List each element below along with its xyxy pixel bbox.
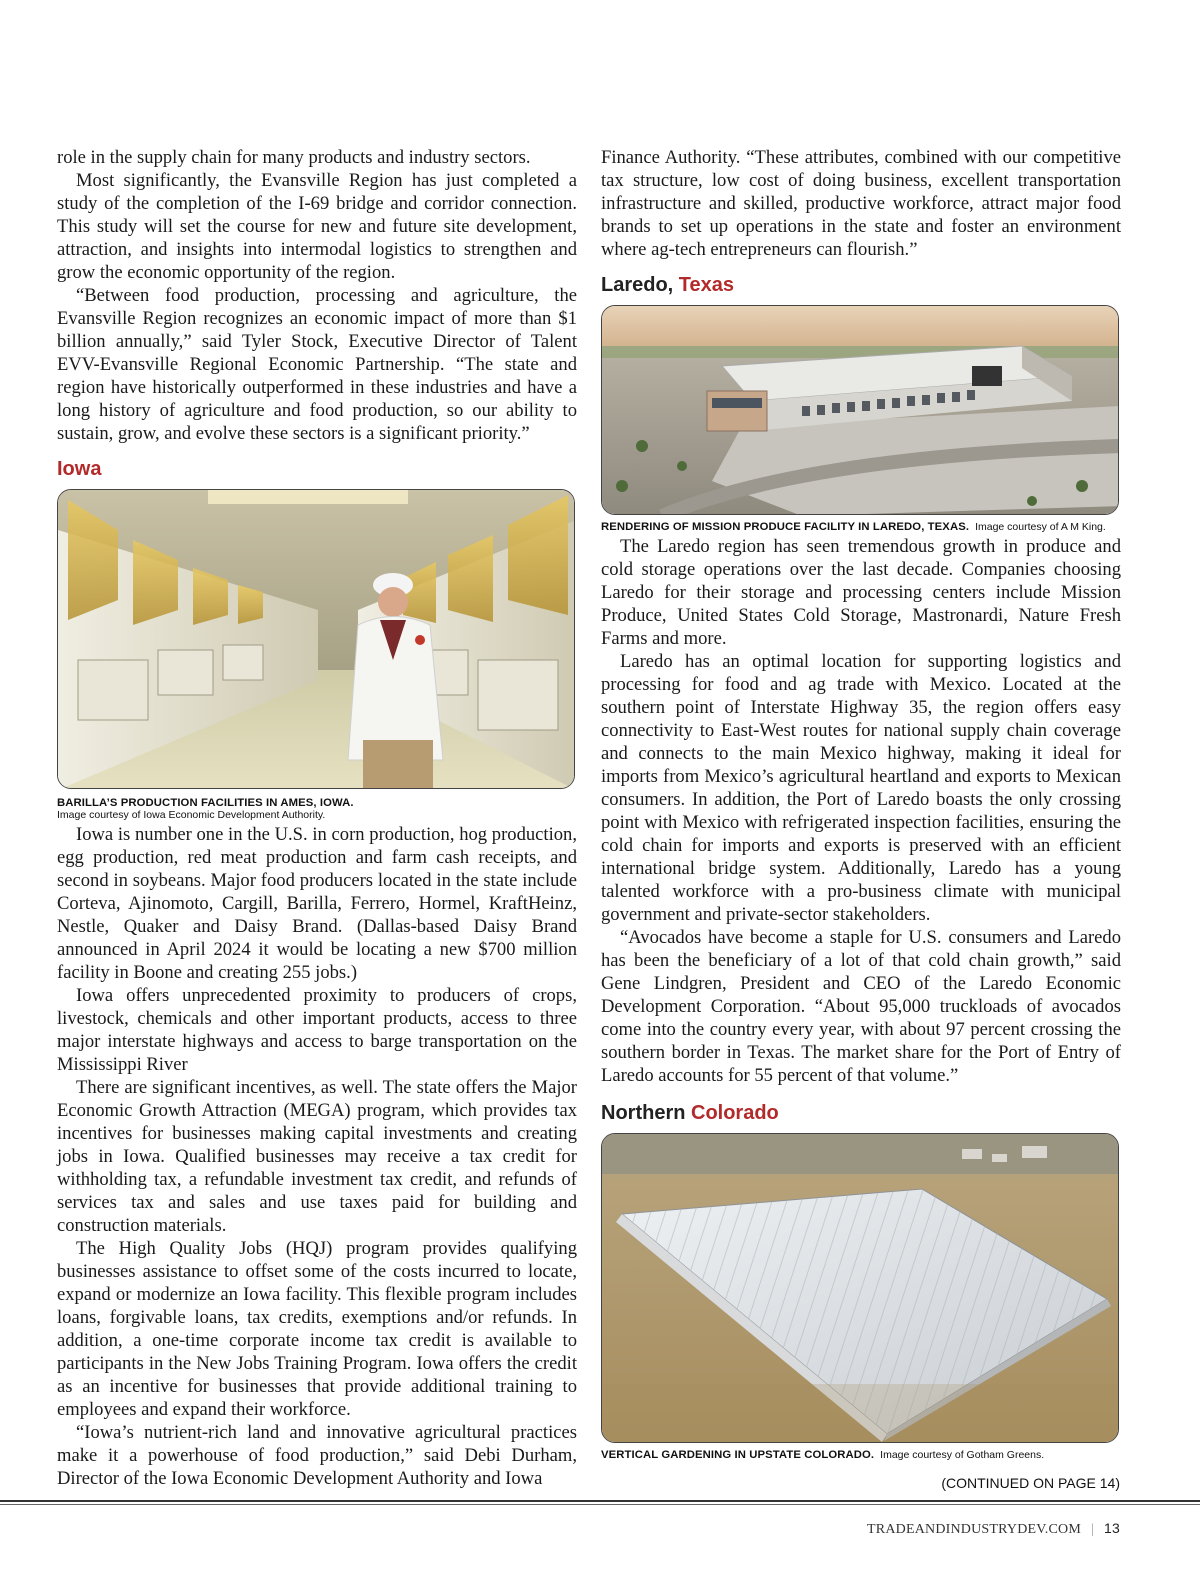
heading-state: Texas	[678, 274, 735, 296]
paragraph: role in the supply chain for many products and industry sectors.	[57, 147, 531, 168]
paragraph: Finance Authority. “These attributes, combined with our competitive tax structure, low cost of doing business, excellent transportation infrastructure and skilled, productive workforce, attract major food brands to set up operations in the state and foster an environment where ag-tech entrepreneurs can flourish.”	[601, 147, 1121, 260]
continued-notice: (CONTINUED ON PAGE 14)	[941, 1475, 1120, 1491]
paragraph: “Iowa’s nutrient-rich land and innovative agricultural practices make it a powerhouse of food production,” said Debi Durham, Director of the Iowa Economic Development Authority and Iowa	[57, 1422, 577, 1489]
footer-site: TRADEANDINDUSTRYDEV.COM	[867, 1522, 1081, 1537]
iowa-photo-caption	[57, 797, 577, 821]
footer-rule-thin	[0, 1504, 1200, 1505]
colorado-photo-caption	[601, 1449, 1121, 1461]
footer-separator: |	[1091, 1522, 1095, 1537]
paragraph: There are significant incentives, as well. The state offers the Major Economic Growth Attraction (MEGA) program, which provides tax incentives for businesses making capital investments and creating jobs in Iowa. Qualified businesses may receive a tax credit for withholding tax, a refundable investment tax credit, and refunds of services tax and sales and use taxes paid for building and construction materials.	[57, 1077, 577, 1236]
paragraph: The High Quality Jobs (HQJ) program provides qualifying businesses assistance to offset some of the costs incurred to locate, expand or modernize an Iowa facility. This flexible program includes loans, forgivable loans, tax credits, exemptions and/or refunds. In addition, a one-time corporate income tax credit is available to participants in the New Jobs Training Program. Iowa offers the credit as an incentive for businesses that provide additional training to employees and expand their workforce.	[57, 1238, 577, 1420]
heading-region: Northern	[601, 1102, 691, 1124]
greenhouse-aerial-photo	[601, 1133, 1119, 1443]
footer-rule	[0, 1500, 1200, 1502]
caption-title: BARILLA’S PRODUCTION FACILITIES IN AMES, IOWA.	[57, 797, 354, 809]
section-heading-laredo	[601, 273, 1121, 297]
paragraph: Iowa offers unprecedented proximity to producers of crops, livestock, chemicals and other important products, access to three major interstate highways and access to barge transportation on the Mississippi River	[57, 985, 577, 1075]
caption-title: VERTICAL GARDENING IN UPSTATE COLORADO.	[601, 1449, 875, 1461]
caption-title: RENDERING OF MISSION PRODUCE FACILITY IN LAREDO, TEXAS.	[601, 521, 970, 533]
paragraph: “Avocados have become a staple for U.S. consumers and Laredo has been the beneficiary of a lot of that cold chain growth,” said Gene Lindgren, President and CEO of the Laredo Economic Development Corporation. “About 95,000 truckloads of avocados come into the country every year, with about 97 percent crossing the southern border in Texas. The market share for the Port of Entry of Laredo accounts for 55 percent of that volume.”	[601, 927, 1121, 1086]
section-heading-colorado	[601, 1101, 1121, 1125]
right-column	[601, 146, 1121, 1461]
caption-credit: Image courtesy of Iowa Economic Development Authority.	[57, 809, 326, 821]
mission-produce-facility-photo	[601, 305, 1119, 515]
paragraph: Laredo has an optimal location for supporting logistics and processing for food and ag trade with Mexico. Located at the southern point of Interstate Highway 35, the region offers easy connectivity to East-West routes for national supply chain coverage and connects to the main Mexico highway, making it ideal for imports from Mexico’s agricultural heartland and exports to Mexican consumers. In addition, the Port of Laredo boasts the only crossing point with Mexico with refrigerated inspection facilities, ensuring the cold chain for imports and exports is preserved with an efficient international bridge system. Additionally, Laredo has a young talented workforce with a pro-business climate with municipal government and private-sector stakeholders.	[601, 651, 1121, 925]
laredo-photo-caption	[601, 521, 1121, 533]
left-column	[57, 146, 577, 1490]
paragraph: Iowa is number one in the U.S. in corn production, hog production, egg production, red meat production and farm cash receipts, and second in soybeans. Major food producers located in the state include Corteva, Ajinomoto, Cargill, Barilla, Ferrero, Hormel, KraftHeinz, Nestle, Quaker and Daisy Brand. (Dallas-based Daisy Brand announced in April 2024 it would be locating a new $700 million facility in Boone and creating 255 jobs.)	[57, 824, 577, 983]
page-footer	[867, 1520, 1120, 1538]
heading-city: Laredo,	[601, 274, 679, 296]
section-heading-iowa: Iowa	[57, 458, 102, 480]
paragraph: Most significantly, the Evansville Region has just completed a study of the completion of the I-69 bridge and corridor connection. This study will set the course for new and future site development, attraction, and insights into intermodal logistics to strengthen and grow the economic opportunity of the region.	[57, 170, 577, 283]
caption-credit: Image courtesy of A M King.	[975, 521, 1106, 533]
barilla-facility-photo	[57, 489, 575, 789]
heading-state: Colorado	[691, 1102, 779, 1124]
page-number: 13	[1104, 1520, 1120, 1536]
paragraph: “Between food production, processing and agriculture, the Evansville Region recognizes an economic impact of more than $1 billion annually,” said Tyler Stock, Executive Director of Talent EVV-Evansville Regional Economic Partnership. “The state and region have historically outperformed in these industries and have a long history of agriculture and food production, so our ability to sustain, grow, and evolve these sectors is a significant priority.”	[57, 285, 577, 444]
caption-credit: Image courtesy of Gotham Greens.	[880, 1449, 1045, 1461]
paragraph: The Laredo region has seen tremendous growth in produce and cold storage operations over the last decade. Companies choosing Laredo for their storage and processing centers include Mission Produce, United States Cold Storage, Mastronardi, Nature Fresh Farms and more.	[601, 536, 1121, 649]
